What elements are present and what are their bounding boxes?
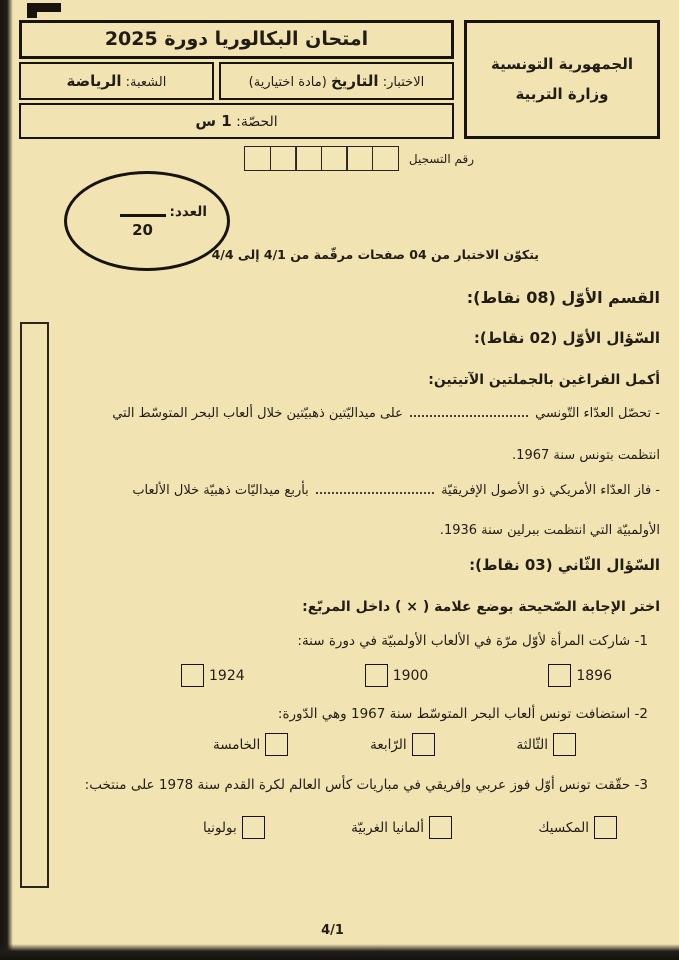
blank-field[interactable] bbox=[410, 410, 528, 417]
option-1900 bbox=[365, 664, 429, 687]
exam-body bbox=[0, 288, 679, 839]
scan-corner-mark bbox=[27, 3, 61, 18]
section1-title: القسم الأوّل (08 نقاط): bbox=[466, 288, 660, 307]
checkbox[interactable] bbox=[412, 733, 435, 756]
subject-name: التاريخ bbox=[330, 72, 379, 90]
option-label: 1924 bbox=[209, 667, 245, 684]
exam-title: امتحان البكالوريا دورة 2025 bbox=[19, 20, 454, 59]
checkbox[interactable] bbox=[365, 664, 388, 687]
registration-cell[interactable] bbox=[372, 146, 399, 171]
registration-cell[interactable] bbox=[270, 146, 297, 171]
registration-label: رقم التسجيل bbox=[408, 151, 474, 166]
subject-note: (مادة اختيارية) bbox=[248, 75, 327, 90]
option-label: بولونيا bbox=[203, 819, 237, 836]
option-label: المكسيك bbox=[538, 819, 589, 836]
answer-margin-box bbox=[20, 322, 49, 888]
subject-prefix: الاختبار: bbox=[382, 75, 425, 90]
option-label: ألمانيا الغربيّة bbox=[351, 819, 425, 836]
option-label: 1900 bbox=[392, 667, 429, 684]
score-total: 20 bbox=[132, 220, 153, 239]
registration-cell[interactable] bbox=[295, 146, 322, 171]
scan-edge-left bbox=[0, 0, 13, 960]
exam-header bbox=[19, 20, 660, 139]
option-poland bbox=[203, 816, 265, 839]
fill-sentence-2-line-2: الأولمبيّة التي انتظمت ببرلين سنة 1936. bbox=[439, 522, 660, 538]
option-1896 bbox=[548, 664, 612, 687]
mcq-item-3-text: 3- حقّقت تونس أوّل فوز عربي وإفريقي في مباريات كأس العالم لكرة القدم سنة 1978 على منتخب: bbox=[84, 777, 648, 793]
question1-title: السّؤال الأوّل (02 نقاط): bbox=[473, 329, 660, 347]
registration-cell[interactable] bbox=[321, 146, 348, 171]
checkbox[interactable] bbox=[429, 816, 452, 839]
sentence2-before: - فاز العدّاء الأمريكي ذو الأصول الإفريقيّة bbox=[441, 483, 660, 498]
pages-note: يتكوّن الاختبار من 04 صفحات مرقّمة من 4/1 إلى 4/4 bbox=[211, 247, 539, 262]
checkbox[interactable] bbox=[242, 816, 265, 839]
branch-prefix: الشعبة: bbox=[125, 75, 167, 90]
duration-value: 1 س bbox=[195, 112, 232, 130]
blank-field[interactable] bbox=[316, 487, 434, 494]
page-number: 4/1 bbox=[321, 923, 344, 938]
option-third bbox=[517, 733, 576, 756]
option-mexico bbox=[538, 816, 617, 839]
checkbox[interactable] bbox=[265, 733, 288, 756]
option-fifth bbox=[213, 733, 288, 756]
sentence1-after: على ميداليّتين ذهبيّتين خلال ألعاب البحر المتوسّط التي bbox=[112, 406, 403, 421]
option-1924 bbox=[181, 664, 245, 687]
branch-cell bbox=[19, 62, 214, 100]
checkbox[interactable] bbox=[181, 664, 204, 687]
checkbox[interactable] bbox=[594, 816, 617, 839]
branch-name: الرياضة bbox=[66, 72, 122, 90]
sentence1-before: - تحصّل العدّاء التّونسي bbox=[535, 406, 660, 421]
checkbox[interactable] bbox=[548, 664, 571, 687]
ministry-line2: وزارة التربية bbox=[515, 84, 609, 103]
fill-sentence-1-line-2: انتظمت بتونس سنة 1967. bbox=[512, 447, 660, 463]
mcq-item-3-options bbox=[50, 816, 660, 839]
option-fourth bbox=[370, 733, 435, 756]
fill-sentence-2-line-1 bbox=[50, 481, 660, 501]
option-label: 1896 bbox=[576, 667, 612, 684]
registration-row bbox=[0, 146, 474, 171]
mcq-item-2-text: 2- استضافت تونس ألعاب البحر المتوسّط سنة 1967 وهي الدّورة: bbox=[277, 706, 648, 722]
duration-cell bbox=[19, 103, 454, 139]
score-blank-line[interactable] bbox=[120, 212, 166, 217]
registration-cell[interactable] bbox=[244, 146, 271, 171]
checkbox[interactable] bbox=[553, 733, 576, 756]
sentence2-after: بأربع ميداليّات ذهبيّة خلال الألعاب bbox=[132, 483, 309, 498]
mcq-item-2-options bbox=[50, 733, 660, 756]
registration-cells bbox=[244, 146, 399, 171]
option-label: الثّالثة bbox=[516, 736, 548, 753]
registration-cell[interactable] bbox=[346, 146, 373, 171]
duration-prefix: الحصّة: bbox=[236, 114, 278, 130]
scan-edge-bottom bbox=[0, 944, 679, 960]
header-main bbox=[19, 20, 454, 139]
question2-instruction: اختر الإجابة الصّحيحة بوضع علامة ( × ) داخل المربّع: bbox=[302, 599, 660, 615]
question1-instruction: أكمل الفراغين بالجملتين الآتيتين: bbox=[428, 372, 660, 388]
score-label: العدد: bbox=[169, 203, 207, 220]
subject-cell bbox=[219, 62, 454, 100]
option-label: الرّابعة bbox=[370, 736, 407, 753]
option-label: الخامسة bbox=[213, 736, 261, 753]
score-stamp bbox=[64, 171, 230, 271]
option-west-germany bbox=[351, 816, 452, 839]
ministry-box bbox=[464, 20, 660, 139]
fill-sentence-1-line-1 bbox=[50, 404, 660, 424]
question2-title: السّؤال الثّاني (03 نقاط): bbox=[469, 556, 660, 574]
mcq-item-1-text: 1- شاركت المرأة لأوّل مرّة في الألعاب الأولمبيّة في دورة سنة: bbox=[297, 633, 648, 649]
mcq-item-1-options bbox=[50, 664, 660, 687]
ministry-line1: الجمهورية التونسية bbox=[491, 55, 633, 74]
